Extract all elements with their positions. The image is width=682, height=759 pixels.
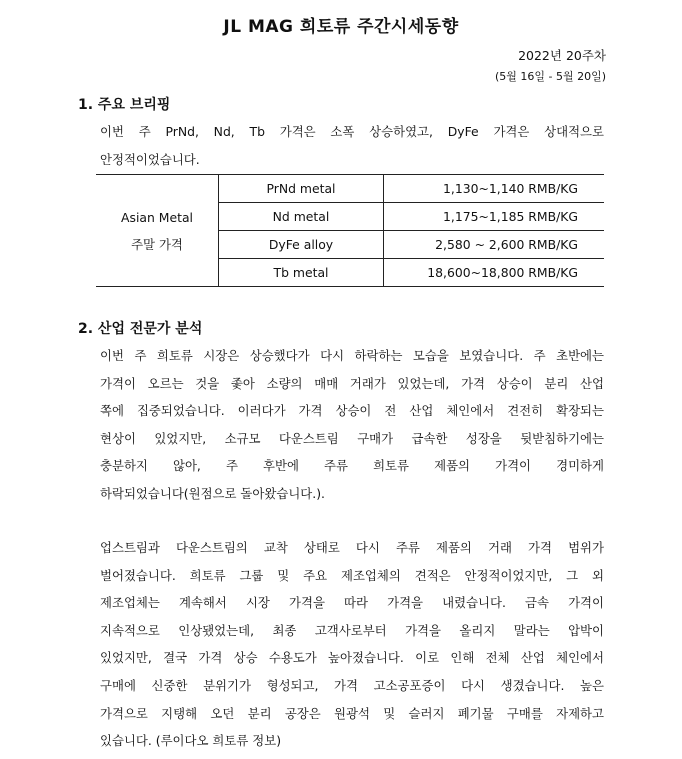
- paragraph-line: 있었지만, 결국 가격 상승 수용도가 높아졌습니다. 이로 인해 전체 산업 체인에서: [100, 650, 604, 666]
- section-1-heading: 1. 주요 브리핑: [78, 97, 171, 113]
- analysis-paragraph-1: [100, 342, 604, 508]
- paragraph-line: 현상이 있었지만, 소규모 다운스트림 구매가 급속한 성장을 뒷받침하기에는: [100, 430, 604, 446]
- section-2-heading: 2. 산업 전문가 분석: [78, 321, 203, 337]
- price-table: [96, 174, 604, 287]
- section-1-briefing: [100, 118, 604, 173]
- document-title: JL MAG 희토류 주간시세동향: [223, 17, 459, 37]
- metal-price: 18,600~18,800 RMB/KG: [384, 259, 605, 287]
- metal-name: DyFe alloy: [219, 231, 384, 259]
- paragraph-line: 가격이 오르는 것을 좇아 소량의 매매 거래가 있었는데, 가격 상승이 분리 산업: [100, 375, 604, 391]
- paragraph-line: 벌어졌습니다. 희토류 그룹 및 주요 제조업체의 견적은 안정적이었지만, 그 외: [100, 567, 604, 583]
- paragraph-line: 지속적으로 인상됐었는데, 최종 고객사로부터 가격을 올리지 말라는 압박이: [100, 622, 604, 638]
- week-label: 2022년 20주차: [518, 48, 606, 63]
- paragraph-line: 구매에 신중한 분위기가 형성되고, 가격 고소공포증이 다시 생겼습니다. 높은: [100, 677, 604, 693]
- briefing-line: 이번 주 PrNd, Nd, Tb 가격은 소폭 상승하였고, DyFe 가격은 상대적으로: [100, 124, 604, 139]
- price-source-label: [96, 175, 219, 287]
- price-source-period: 주말 가격: [131, 236, 183, 252]
- paragraph-line: 있습니다. (루이다오 희토류 정보): [100, 733, 282, 749]
- price-source-name: Asian Metal: [121, 209, 193, 225]
- date-range: (5월 16일 - 5월 20일): [494, 70, 606, 83]
- metal-price: 2,580 ~ 2,600 RMB/KG: [384, 231, 605, 259]
- metal-name: Nd metal: [219, 203, 384, 231]
- metal-price: 1,130~1,140 RMB/KG: [384, 175, 605, 203]
- paragraph-line: 제조업체는 계속해서 시장 가격을 따라 가격을 내렸습니다. 금속 가격이: [100, 595, 604, 611]
- metal-name: Tb metal: [219, 259, 384, 287]
- paragraph-line: 이번 주 희토류 시장은 상승했다가 다시 하락하는 모습을 보였습니다. 주 초반에는: [100, 348, 604, 363]
- metal-price: 1,175~1,185 RMB/KG: [384, 203, 605, 231]
- analysis-paragraph-2: [100, 534, 604, 755]
- metal-name: PrNd metal: [219, 175, 384, 203]
- paragraph-line: 충분하지 않아, 주 후반에 주류 희토류 제품의 가격이 경미하게: [100, 458, 604, 474]
- table-row: [96, 175, 604, 203]
- paragraph-line: 가격으로 지탱해 오던 분리 공장은 원광석 및 슬러지 폐기물 구매를 자제하고: [100, 705, 604, 721]
- paragraph-line: 업스트림과 다운스트림의 교착 상태로 다시 주류 제품의 거래 가격 범위가: [100, 540, 604, 555]
- paragraph-line: 쪽에 집중되었습니다. 이러다가 가격 상승이 전 산업 체인에서 견전히 확장되는: [100, 403, 604, 419]
- briefing-line: 안정적이었습니다.: [100, 151, 200, 167]
- paragraph-line: 하락되었습니다(원점으로 돌아왔습니다.).: [100, 485, 325, 501]
